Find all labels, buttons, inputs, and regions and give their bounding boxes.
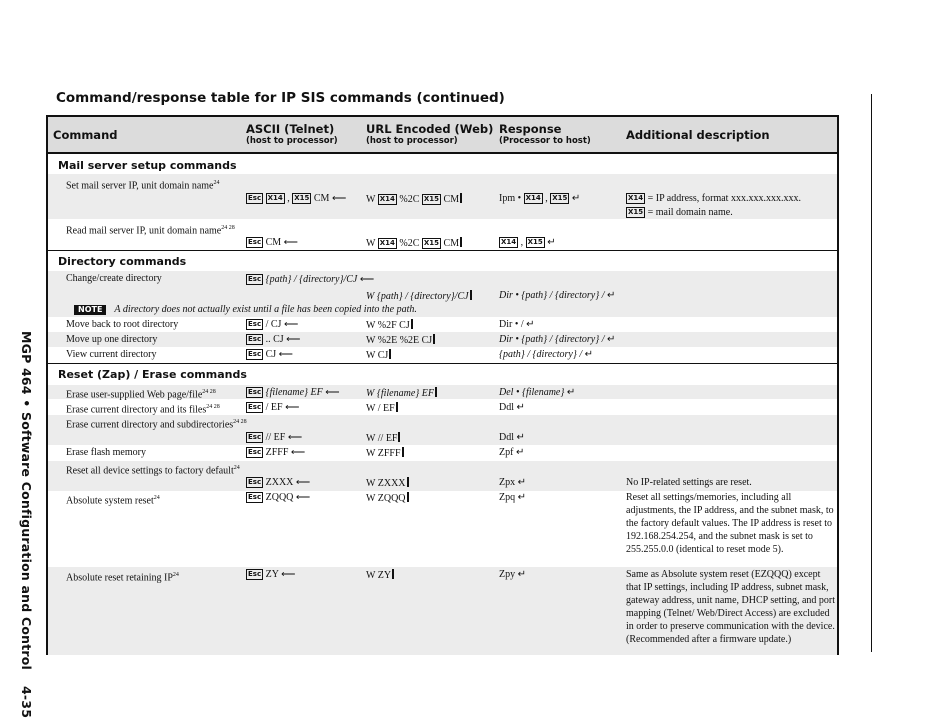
header-ascii-sub: (host to processor) [246,136,338,146]
note-text: A directory does not actually exist until a file has been copied into the path. [114,304,417,315]
footnote-ref: 24 [153,495,160,501]
esc-key: Esc [248,320,262,328]
url-text: W ZFFF [366,448,401,459]
ascii-text: ZQQQ [265,492,294,503]
row-ascii [246,492,310,504]
ascii-text: .. CJ [265,334,284,345]
url-text: W {filename} EF [366,388,434,399]
command-text: Read mail server IP, unit domain name [66,225,222,237]
section-reset: Reset (Zap) / Erase commands [58,368,247,381]
esc-key: Esc [248,478,262,486]
return-icon: ↵ [547,237,556,248]
row-band [48,332,837,347]
url-text: CM [443,194,460,205]
row-url [366,334,435,347]
command-text: Reset all device settings to factory default [66,465,234,477]
ascii-text: CM [265,237,282,248]
ascii-text: CJ [265,349,277,360]
row-desc: No IP-related settings are reset. [626,477,752,488]
row-ascii [246,319,298,331]
header-url-sub: (host to processor) [366,136,458,146]
return-icon: ↵ [607,334,616,345]
pipe-icon [470,290,472,300]
row-command [66,177,219,192]
left-arrow-icon: ⟵ [286,334,301,345]
response-text: Ddl [499,402,514,413]
url-text: W // EF [366,433,398,444]
row-response [499,569,526,581]
esc-key: Esc [248,238,262,246]
row-url [366,432,400,445]
footnote-ref: 24 28 [206,404,220,410]
desc-text: = IP address, format xxx.xxx.xxx.xxx. [647,193,801,204]
row-ascii [246,447,305,459]
row-ascii [246,387,340,399]
pipe-icon [396,402,398,412]
sidebar-title: MGP 464 • Software Configuration and Control [19,331,34,671]
return-icon: ↵ [515,447,525,458]
row-command: View current directory [66,349,157,360]
page-number: 4-35 [19,686,34,719]
response-text: Dir • {path} / {directory} / [499,290,605,301]
row-command: Erase flash memory [66,447,146,458]
url-text: W %2F CJ [366,320,410,331]
pipe-icon [411,319,413,329]
desc-text: = mail domain name. [647,207,733,218]
table-header [48,117,837,154]
ascii-text: CM [313,193,330,204]
ascii-text: ZFFF [265,447,289,458]
response-text: Zpy [499,569,516,580]
row-command [66,569,179,584]
row-response [499,349,593,361]
response-text: {path} / {directory} / [499,349,583,360]
response-text: Zpq [499,492,516,503]
esc-key: Esc [248,448,262,456]
row-url: W X14 %2C X15 CM [366,193,462,206]
command-text: Absolute system reset [66,495,154,507]
row-command [66,492,160,507]
row-response [499,492,526,504]
esc-key: Esc [248,433,262,441]
url-text: W / EF [366,403,395,414]
url-text: W ZXXX [366,478,406,489]
row-ascii [246,569,295,581]
left-arrow-icon: ⟵ [295,477,311,488]
footnote-ref: 24 28 [233,419,247,425]
left-arrow-icon: ⟵ [278,349,294,360]
esc-key: Esc [248,493,262,501]
ascii-text: ZXXX [265,477,294,488]
return-icon: ↵ [516,432,525,443]
pipe-icon [392,569,394,579]
esc-key: Esc [248,350,262,358]
row-response: Ipm • X14 , X15 ↵ [499,193,581,204]
pipe-icon [402,447,404,457]
row-url [366,492,409,505]
left-arrow-icon: ⟵ [325,387,340,398]
section-divider [48,250,837,251]
return-icon: ↵ [517,569,526,580]
row-url [366,569,394,582]
row-command [66,462,240,477]
command-text: Erase current directory and subdirectories [66,419,234,431]
header-command: Command [53,128,118,142]
pipe-icon [407,492,409,502]
pipe-icon [389,349,391,359]
pipe-icon [407,477,409,487]
url-text: %2C [399,238,420,249]
footnote-ref: 24 [233,465,240,471]
sidebar-heading [12,331,34,719]
row-response [499,402,525,414]
ascii-text: / EF [265,402,283,413]
row-url [366,447,404,460]
footnote-ref: 24 28 [221,225,235,231]
return-icon: ↵ [607,290,616,301]
x14-key: X14 [628,194,644,202]
return-icon: ↵ [517,492,526,503]
row-response [499,334,615,346]
left-arrow-icon: ⟵ [285,402,300,413]
return-icon: ↵ [516,402,525,413]
x15-key: X15 [294,194,310,202]
ascii-text: // EF [265,432,286,443]
url-text: W %2E %2E CJ [366,335,433,346]
row-response [499,432,525,444]
row-response [499,290,615,302]
page-title: Command/response table for IP SIS commands (continued) [56,90,505,106]
section-divider [48,363,837,364]
response-text: Zpx [499,477,516,488]
row-desc: Reset all settings/memories, including all adjustments, the IP address, and the subnet mask, to the factory default values. The IP address is reset to 192.168.254.254, and the subnet mask is set to 255.255.0.0 (identical to reset mode 5). [626,492,834,555]
response-text: Ddl [499,432,514,443]
row-command: Move back to root directory [66,319,179,330]
left-arrow-icon: ⟵ [281,569,296,580]
command-text: Erase current directory and its files [66,404,207,416]
return-icon: ↵ [584,349,594,360]
row-ascii [246,402,299,414]
row-url [366,349,391,362]
header-ascii-title: ASCII (Telnet) [246,122,335,136]
header-url-title: URL Encoded (Web) [366,122,494,136]
header-url [366,123,493,147]
row-ascii [246,432,302,444]
ascii-text: {path} / {directory}/CJ [265,274,358,285]
return-icon: ↵ [571,193,581,204]
left-arrow-icon: ⟵ [295,492,311,503]
esc-key: Esc [248,388,262,396]
esc-key: Esc [248,403,262,411]
x15-key: X15 [423,239,440,247]
url-text: %2C [399,194,420,205]
command-text: Set mail server IP, unit domain name [66,180,214,192]
row-command [66,386,216,401]
header-additional: Additional description [626,128,770,142]
pipe-icon [433,334,435,344]
row-url [366,387,437,400]
row-ascii [246,477,310,489]
response-text: Ipm • [499,193,522,204]
row-response [499,447,524,459]
row-ascii: Esc X14 , X15 CM ⟵ [248,193,347,204]
header-response [499,123,591,147]
footnote-ref: 24 [213,180,220,186]
header-ascii [246,123,338,147]
ascii-text: / CJ [265,319,282,330]
x14-key: X14 [525,194,541,202]
url-text: W ZQQQ [366,493,406,504]
pipe-icon [435,387,437,397]
section-mail: Mail server setup commands [58,159,237,172]
response-text: Del • {filename} [499,387,565,398]
footnote-ref: 24 28 [202,389,216,395]
row-command: Move up one directory [66,334,158,345]
x15-key: X15 [552,194,568,202]
row-url [366,477,409,490]
row-url [366,402,398,415]
response-text: Dir • / [499,319,524,330]
row-command: Change/create directory [66,273,162,284]
url-text: W ZY [366,570,392,581]
command-text: Erase user-supplied Web page/file [66,389,203,401]
return-icon: ↵ [566,387,576,398]
ascii-text: {filename} EF [265,387,323,398]
footnote-ref: 24 [172,572,179,578]
x14-key: X14 [379,195,395,203]
row-response: X14 , X15 ↵ [501,237,556,248]
row-response [499,477,526,489]
left-arrow-icon: ⟵ [283,237,299,248]
row-ascii [246,334,301,346]
esc-key: Esc [248,335,262,343]
pipe-icon [460,237,462,247]
right-margin-rule [871,94,872,652]
x14-key: X14 [379,239,395,247]
return-icon: ↵ [517,477,526,488]
row-desc: Same as Absolute system reset (EZQQQ) except that IP settings, including IP address, subnet mask, gateway address, unit name, DHCP setting, and port mapping (Telnet/ Web/Direct Access) are excluded in order to preserve communication with the device. (Recommended after a firmware update.) [626,569,836,645]
left-arrow-icon: ⟵ [359,274,375,285]
row-url [366,319,413,332]
row-command [66,222,235,237]
row-desc [626,207,733,219]
row-url: W X14 %2C X15 CM [366,237,462,250]
ascii-text: ZY [265,569,279,580]
left-arrow-icon: ⟵ [287,432,303,443]
command-table [46,115,839,655]
url-text: W CJ [366,350,389,361]
header-response-sub: (Processor to host) [499,136,591,146]
command-text: Absolute reset retaining IP [66,572,173,584]
x15-key: X15 [628,208,644,216]
url-text: W {path} / {directory}/CJ [366,291,469,302]
pipe-icon [460,193,462,203]
sidebar [0,330,34,719]
row-response [499,387,575,399]
note-badge: NOTE [74,305,106,315]
x15-key: X15 [423,195,440,203]
x14-key: X14 [501,238,517,246]
response-text: Dir • {path} / {directory} / [499,334,605,345]
url-text: CM [443,238,460,249]
row-desc [626,193,801,205]
left-arrow-icon: ⟵ [283,319,299,330]
esc-key: Esc [248,570,262,578]
left-arrow-icon: ⟵ [290,447,306,458]
esc-key: Esc [248,275,262,283]
left-arrow-icon: ⟵ [331,193,347,204]
row-ascii [246,349,293,361]
row-url [366,290,472,303]
x15-key: X15 [527,238,543,246]
pipe-icon [398,432,400,442]
note-row [74,304,417,316]
response-text: Zpf [499,447,514,458]
return-icon: ↵ [526,319,535,330]
section-directory: Directory commands [58,255,187,268]
row-ascii [246,274,374,286]
esc-key: Esc [248,194,262,202]
header-response-title: Response [499,122,562,136]
row-response [499,319,535,331]
row-command [66,416,247,431]
row-ascii [246,237,298,249]
x14-key: X14 [267,194,283,202]
